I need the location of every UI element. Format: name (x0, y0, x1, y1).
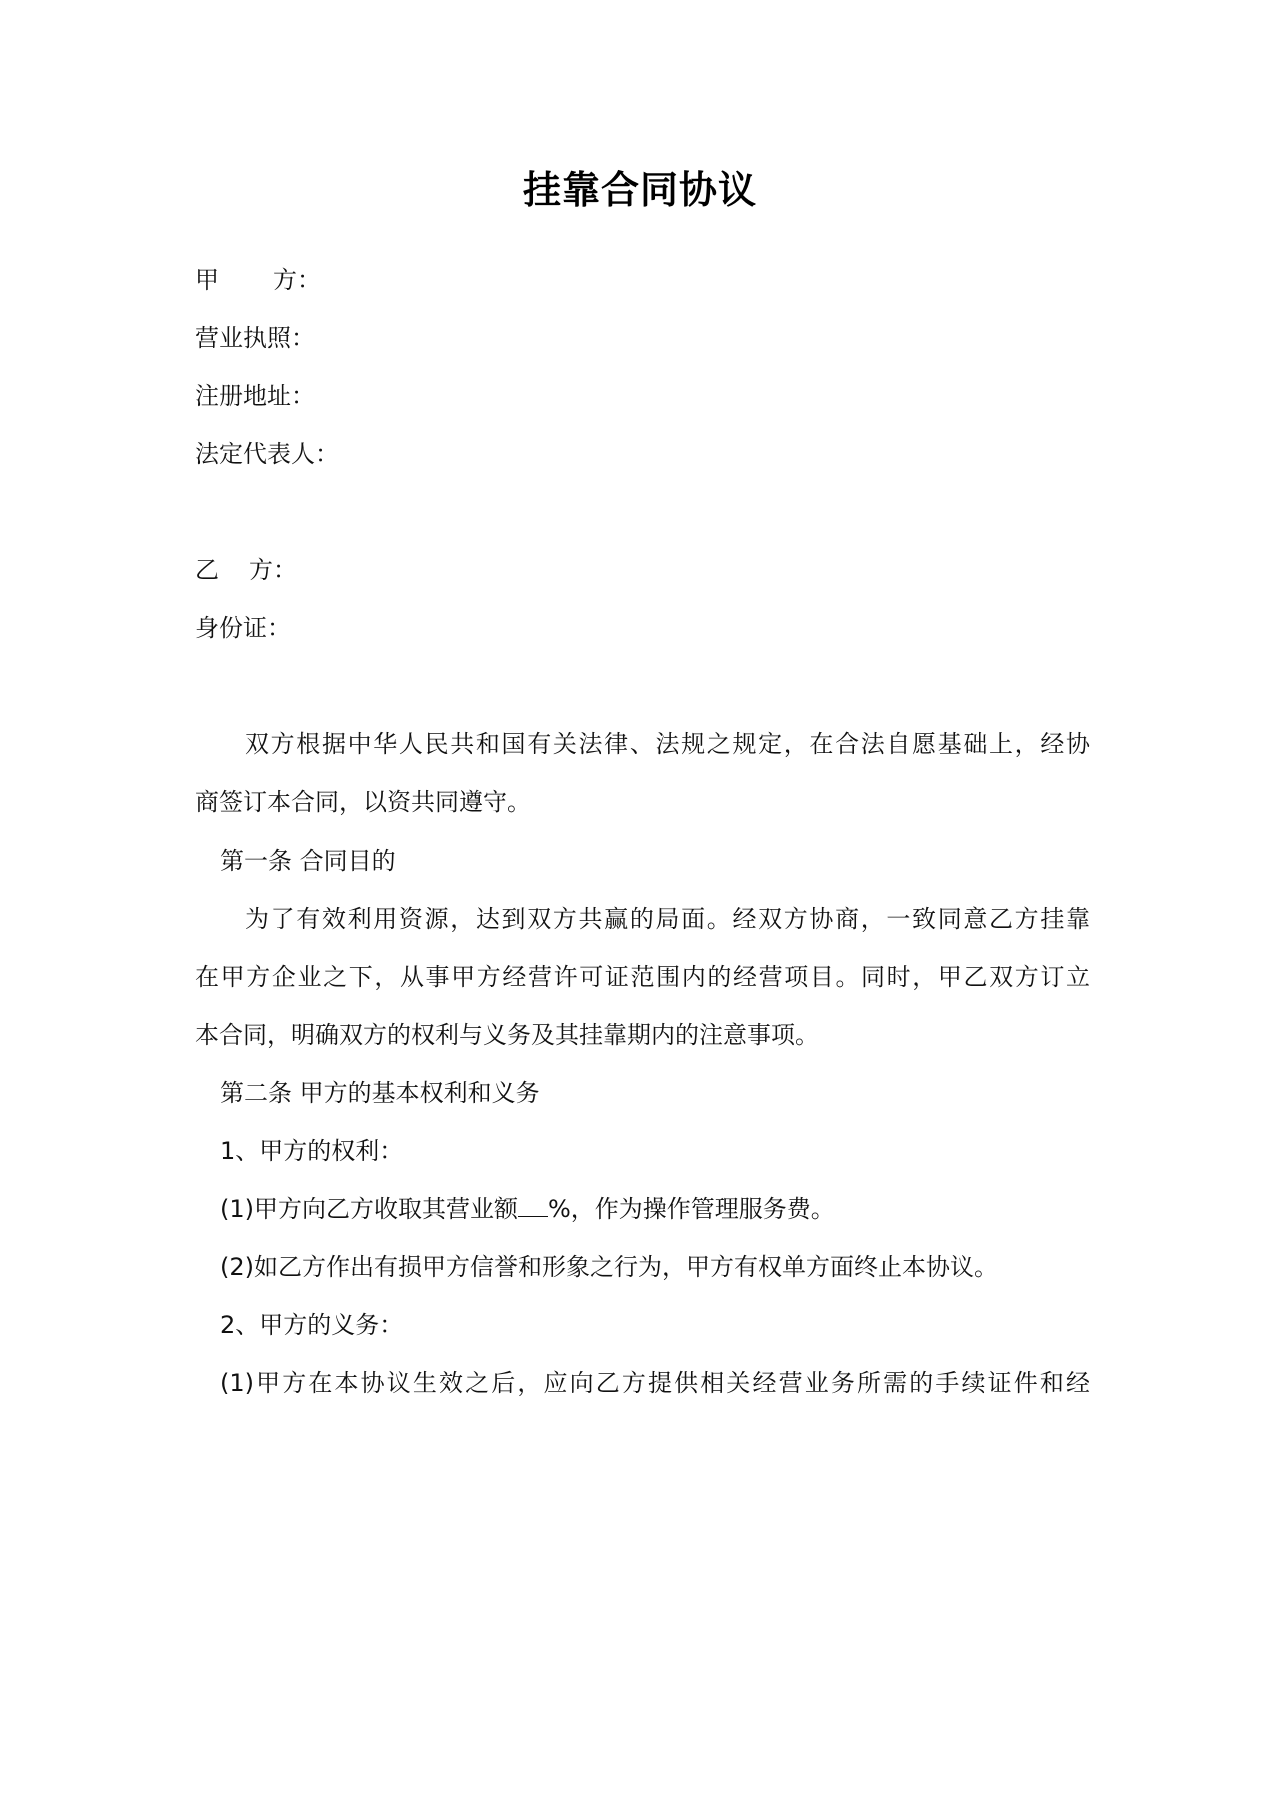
party-a-char2: 方： (273, 266, 321, 294)
party-a-char1: 甲 (195, 266, 219, 294)
party-a-right-1 (220, 1193, 835, 1225)
document-title: 挂靠合同协议 (522, 168, 757, 212)
article-2-heading: 第二条 甲方的基本权利和义务 (220, 1079, 540, 1107)
preamble-line-1: 双方根据中华人民共和国有关法律、法规之规定，在合法自愿基础上，经协 (245, 730, 1090, 758)
party-a-obligations-heading: 2、甲方的义务： (220, 1311, 404, 1339)
article-1-line-1: 为了有效利用资源，达到双方共赢的局面。经双方协商，一致同意乙方挂靠 (245, 905, 1090, 933)
percentage-blank-field[interactable] (518, 1194, 548, 1217)
article-1-line-3: 本合同，明确双方的权利与义务及其挂靠期内的注意事项。 (195, 1021, 819, 1049)
registered-address-label: 注册地址： (195, 382, 315, 410)
party-a-obligation-1-line-1: (1)甲方在本协议生效之后，应向乙方提供相关经营业务所需的手续证件和经 (220, 1369, 1090, 1397)
business-license-label: 营业执照： (195, 324, 315, 352)
right-1-suffix: %，作为操作管理服务费。 (548, 1195, 835, 1223)
party-b-label (195, 554, 297, 586)
party-b-char1: 乙 (195, 556, 219, 584)
article-1-line-2: 在甲方企业之下，从事甲方经营许可证范围内的经营项目。同时，甲乙双方订立 (195, 963, 1090, 991)
party-a-right-2: (2)如乙方作出有损甲方信誉和形象之行为，甲方有权单方面终止本协议。 (220, 1253, 998, 1281)
article-1-heading: 第一条 合同目的 (220, 847, 396, 875)
party-b-char2: 方： (249, 556, 297, 584)
party-a-rights-heading: 1、甲方的权利： (220, 1137, 404, 1165)
id-card-label: 身份证： (195, 614, 291, 642)
legal-representative-label: 法定代表人： (195, 440, 339, 468)
party-a-label (195, 264, 321, 296)
right-1-prefix: (1)甲方向乙方收取其营业额 (220, 1195, 518, 1223)
preamble-line-2: 商签订本合同，以资共同遵守。 (195, 788, 531, 816)
